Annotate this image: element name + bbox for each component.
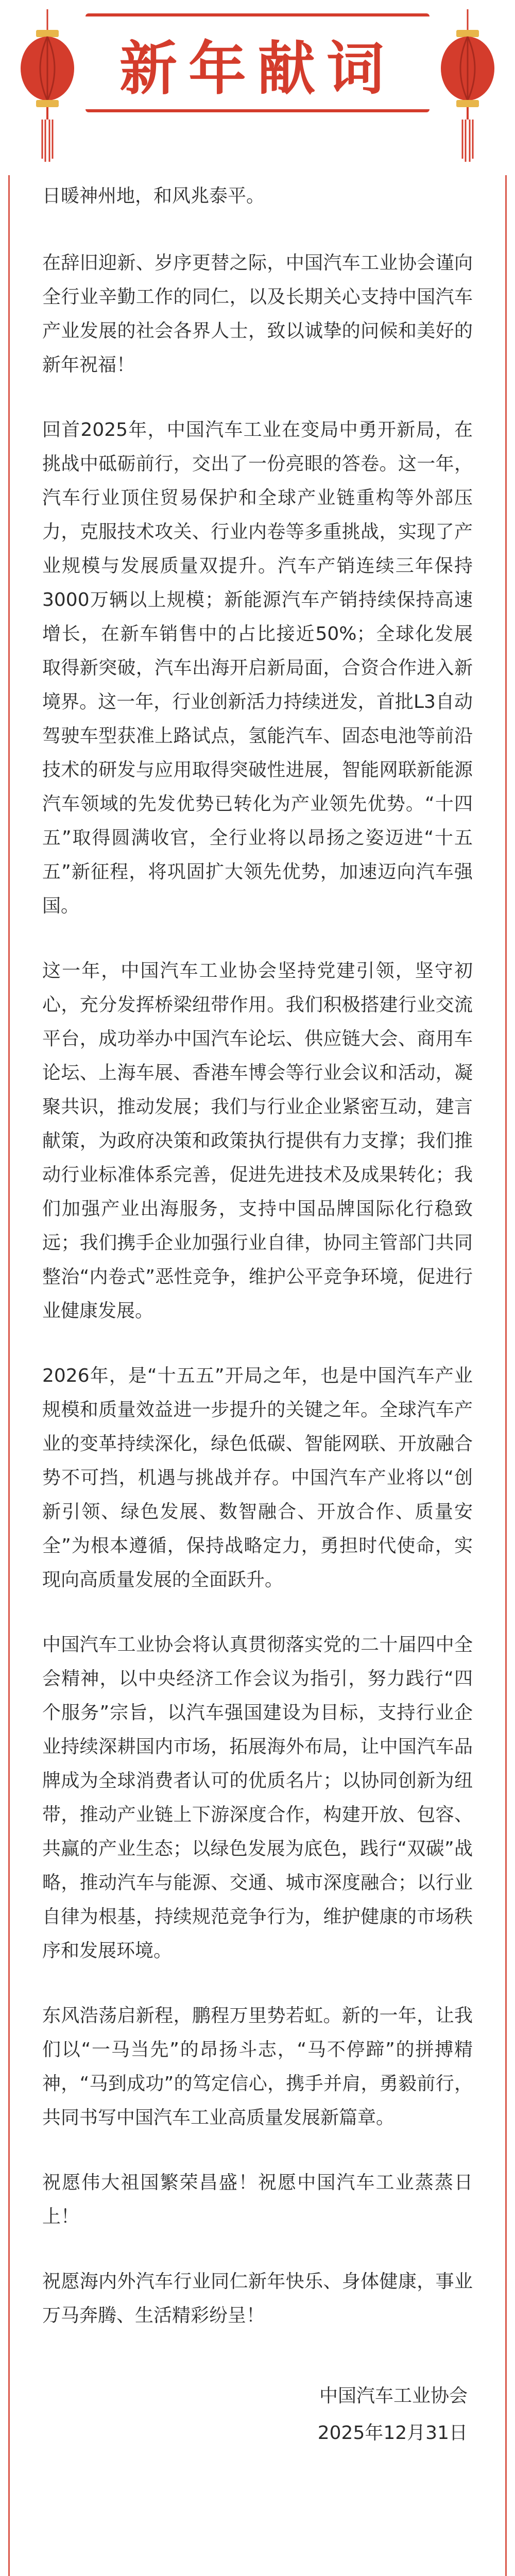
header <box>13 9 502 164</box>
frame-border-left <box>8 175 10 2576</box>
opening-greeting: 日暖神州地，和风兆泰平。 <box>42 185 265 207</box>
paragraph-5: 中国汽车工业协会将认真贯彻落实党的二十届四中全会精神，以中央经济工作会议为指引，努力践行“四个服务”宗旨，以汽车强国建设为目标，支持行业企业持续深耕国内市场，拓展海外布局，让中国汽车品牌成为全球消费者认可的优质名片；以协同创新为纽带，推动产业链上下游深度合作，构建开放、包容、共赢的产业生态；以绿色发展为底色，践行“双碳”战略，推动汽车与能源、交通、城市深度融合；以行业自律为根基，持续规范竞争行为，维护健康的市场秩序和发展环境。 <box>42 1634 473 1961</box>
lantern-icon-right <box>437 9 499 164</box>
signature-date: 2025年12月31日 <box>317 2422 468 2444</box>
paragraph-4: 2026年，是“十五五”开局之年，也是中国汽车产业规模和质量效益进一步提升的关键之年。全球汽车产业的变革持续深化，绿色低碳、智能网联、开放融合势不可挡，机遇与挑战并存。中国汽车产业将以“创新引领、绿色发展、数智融合、开放合作、质量安全”为根本遵循，保持战略定力，勇担时代使命，实现向高质量发展的全面跃升。 <box>42 1365 473 1590</box>
paragraph-1: 在辞旧迎新、岁序更替之际，中国汽车工业协会谨向全行业辛勤工作的同仁，以及长期关心支持中国汽车产业发展的社会各界人士，致以诚挚的问候和美好的新年祝福！ <box>42 252 473 376</box>
paragraph-8: 祝愿海内外汽车行业同仁新年快乐、身体健康，事业万马奔腾、生活精彩纷呈！ <box>42 2271 473 2326</box>
page-title: 新年献词 <box>119 36 396 103</box>
signature-organization: 中国汽车工业协会 <box>319 2385 468 2406</box>
frame-border-right <box>505 175 507 2576</box>
paragraph-6: 东风浩荡启新程，鹏程万里势若虹。新的一年，让我们以“一马当先”的昂扬斗志，“马不停蹄”的拼搏精神，“马到成功”的笃定信心，携手并肩，勇毅前行，共同书写中国汽车工业高质量发展新篇章。 <box>42 2005 473 2128</box>
paragraph-3: 这一年，中国汽车工业协会坚持党建引领，坚守初心，充分发挥桥梁纽带作用。我们积极搭建行业交流平台，成功举办中国汽车论坛、供应链大会、商用车论坛、上海车展、香港车博会等行业会议和活动，凝聚共识，推动发展；我们与行业企业紧密互动，建言献策，为政府决策和政策执行提供有力支撑；我们推动行业标准体系完善，促进先进技术及成果转化；我们加强产业出海服务，支持中国品牌国际化行稳致远；我们携手企业加强行业自律，协同主管部门共同整治“内卷式”恶性竞争，维护公平竞争环境，促进行业健康发展。 <box>42 960 473 1321</box>
signature-block <box>42 2379 473 2450</box>
paragraph-2: 回首2025年，中国汽车工业在变局中勇开新局，在挑战中砥砺前行，交出了一份亮眼的答卷。这一年，汽车行业顶住贸易保护和全球产业链重构等外部压力，克服技术攻关、行业内卷等多重挑战，实现了产业规模与发展质量双提升。汽车产销连续三年保持3000万辆以上规模；新能源汽车产销持续保持高速增长，在新车销售中的占比接近50%；全球化发展取得新突破，汽车出海开启新局面，合资合作进入新境界。这一年，行业创新活力持续迸发，首批L3自动驾驶车型获准上路试点，氢能汽车、固态电池等前沿技术的研发与应用取得突破性进展，智能网联新能源汽车领域的先发优势已转化为产业领先优势。“十四五”取得圆满收官，全行业将以昂扬之姿迈进“十五五”新征程，将巩固扩大领先优势，加速迈向汽车强国。 <box>42 419 473 917</box>
paragraph-7: 祝愿伟大祖国繁荣昌盛！祝愿中国汽车工业蒸蒸日上！ <box>42 2172 473 2227</box>
letter-body <box>13 164 502 2450</box>
